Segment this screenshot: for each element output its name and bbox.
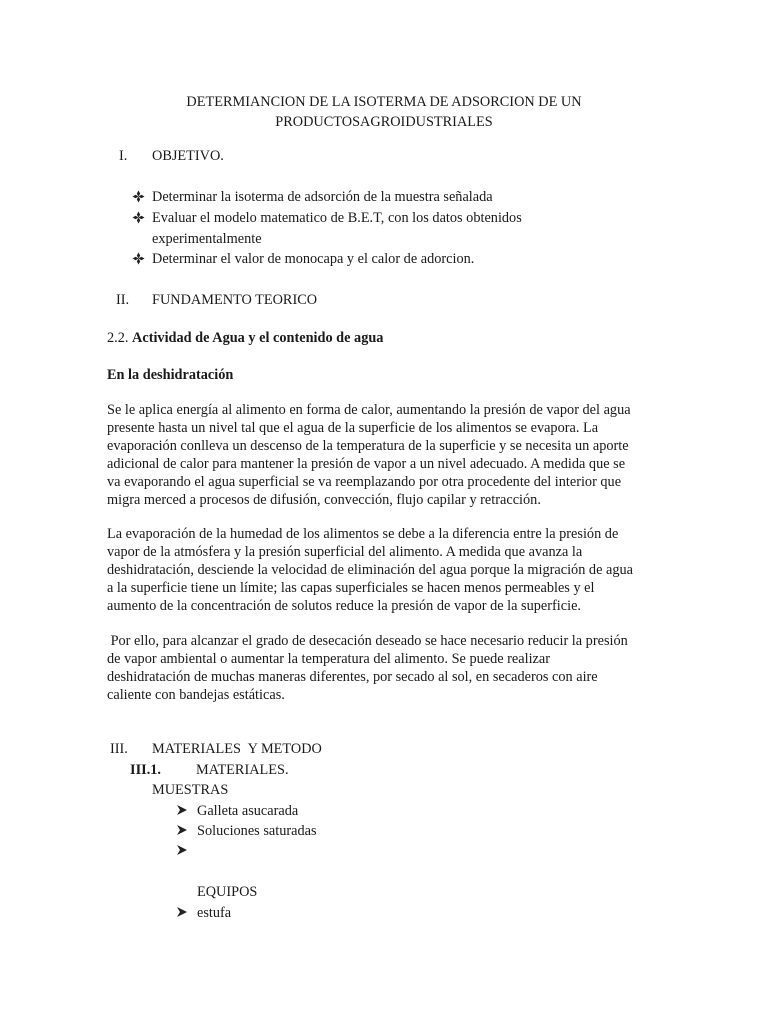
document-title-line1: DETERMIANCION DE LA ISOTERMA DE ADSORCION DE UN bbox=[186, 94, 582, 110]
subsection-2-2 bbox=[107, 329, 383, 347]
diamond-bullet-icon bbox=[132, 252, 145, 265]
paragraph-line: vapor de la atmósfera y la presión superficial del alimento. A medida que avanza la bbox=[107, 544, 583, 560]
paragraph-line: deshidratación, desciende la velocidad de eliminación del agua porque la migración de agua bbox=[107, 562, 633, 578]
arrow-bullet-icon bbox=[176, 824, 188, 836]
section3-heading: MATERIALES Y METODO bbox=[152, 741, 322, 757]
muestras-label: MUESTRAS bbox=[152, 782, 229, 798]
objective-bullet-3 bbox=[132, 250, 145, 268]
arrow-bullet-icon bbox=[176, 906, 188, 918]
muestras-item-1: Galleta asucarada bbox=[197, 803, 299, 819]
objective-text-3: Determinar el valor de monocapa y el calor de adorcion. bbox=[152, 251, 475, 267]
muestras-bullet-2 bbox=[176, 822, 188, 840]
objective-text-1: Determinar la isoterma de adsorción de la muestra señalada bbox=[152, 189, 493, 205]
paragraph-line: Por ello, para alcanzar el grado de desecación deseado se hace necesario reducir la presión bbox=[107, 633, 628, 649]
muestras-item-2: Soluciones saturadas bbox=[197, 823, 317, 839]
section2-numeral: II. bbox=[116, 292, 130, 308]
objective-bullet-1 bbox=[132, 188, 145, 206]
muestras-bullet-3 bbox=[176, 842, 188, 860]
subsection-3-1-number bbox=[130, 761, 161, 779]
section1-heading: OBJETIVO. bbox=[152, 148, 224, 164]
equipos-item-1: estufa bbox=[197, 905, 232, 921]
paragraph-line: presente hasta un nivel tal que el agua de la superficie de los alimentos se evapora. La bbox=[107, 420, 599, 436]
equipos-bullet-1 bbox=[176, 904, 188, 922]
section3-numeral: III. bbox=[110, 741, 128, 757]
paragraph-line: caliente con bandejas estáticas. bbox=[107, 687, 285, 703]
deshidratacion-heading bbox=[107, 366, 233, 384]
paragraph-line: va evaporando el agua superficial se va reemplazando por otra procedente del interior que bbox=[107, 474, 622, 490]
subsection-heading: Actividad de Agua y el contenido de agua bbox=[132, 330, 384, 346]
paragraph-1 bbox=[107, 401, 667, 509]
paragraph-line: adicional de calor para mantener la presión de vapor a un nivel adecuado. A medida que se bbox=[107, 456, 626, 472]
paragraph-line: migra merced a procesos de difusión, convección, flujo capilar y retracción. bbox=[107, 492, 541, 508]
paragraph-line: Se le aplica energía al alimento en forma de calor, aumentando la presión de vapor del agua bbox=[107, 402, 631, 418]
diamond-bullet-icon bbox=[132, 211, 145, 224]
muestras-bullet-1 bbox=[176, 802, 188, 820]
paragraph-line: evaporación conlleva un descenso de la temperatura de la superficie y se necesita un aporte bbox=[107, 438, 629, 454]
paragraph-line: La evaporación de la humedad de los alimentos se debe a la diferencia entre la presión de bbox=[107, 526, 619, 542]
paragraph-line: aumento de la concentración de solutos reduce la presión de vapor de la superficie. bbox=[107, 598, 581, 614]
paragraph-line: a la superficie tiene un límite; las capas superficiales se hacen menos permeables y el bbox=[107, 580, 595, 596]
paragraph-line: deshidratación de muchas maneras diferentes, por secado al sol, en secaderos con aire bbox=[107, 669, 598, 685]
paragraph-3 bbox=[107, 632, 667, 704]
document-title-line2: PRODUCTOSAGROIDUSTRIALES bbox=[275, 114, 493, 130]
objective-text-2-cont: experimentalmente bbox=[152, 231, 262, 247]
equipos-label: EQUIPOS bbox=[197, 884, 258, 900]
arrow-bullet-icon bbox=[176, 844, 188, 856]
section2-heading: FUNDAMENTO TEORICO bbox=[152, 292, 318, 308]
objective-text-2: Evaluar el modelo matematico de B.E.T, con los datos obtenidos bbox=[152, 210, 522, 226]
objective-bullet-2 bbox=[132, 209, 145, 227]
subsection-number: 2.2. bbox=[107, 330, 129, 346]
diamond-bullet-icon bbox=[132, 190, 145, 203]
section1-numeral: I. bbox=[119, 148, 128, 164]
deshidratacion-heading-text: En la deshidratación bbox=[107, 367, 234, 383]
paragraph-line: de vapor ambiental o aumentar la temperatura del alimento. Se puede realizar bbox=[107, 651, 551, 667]
subsection-3-1-number-text: III.1. bbox=[130, 762, 161, 778]
arrow-bullet-icon bbox=[176, 804, 188, 816]
paragraph-2 bbox=[107, 525, 667, 615]
subsection-3-1-heading: MATERIALES. bbox=[196, 762, 289, 778]
